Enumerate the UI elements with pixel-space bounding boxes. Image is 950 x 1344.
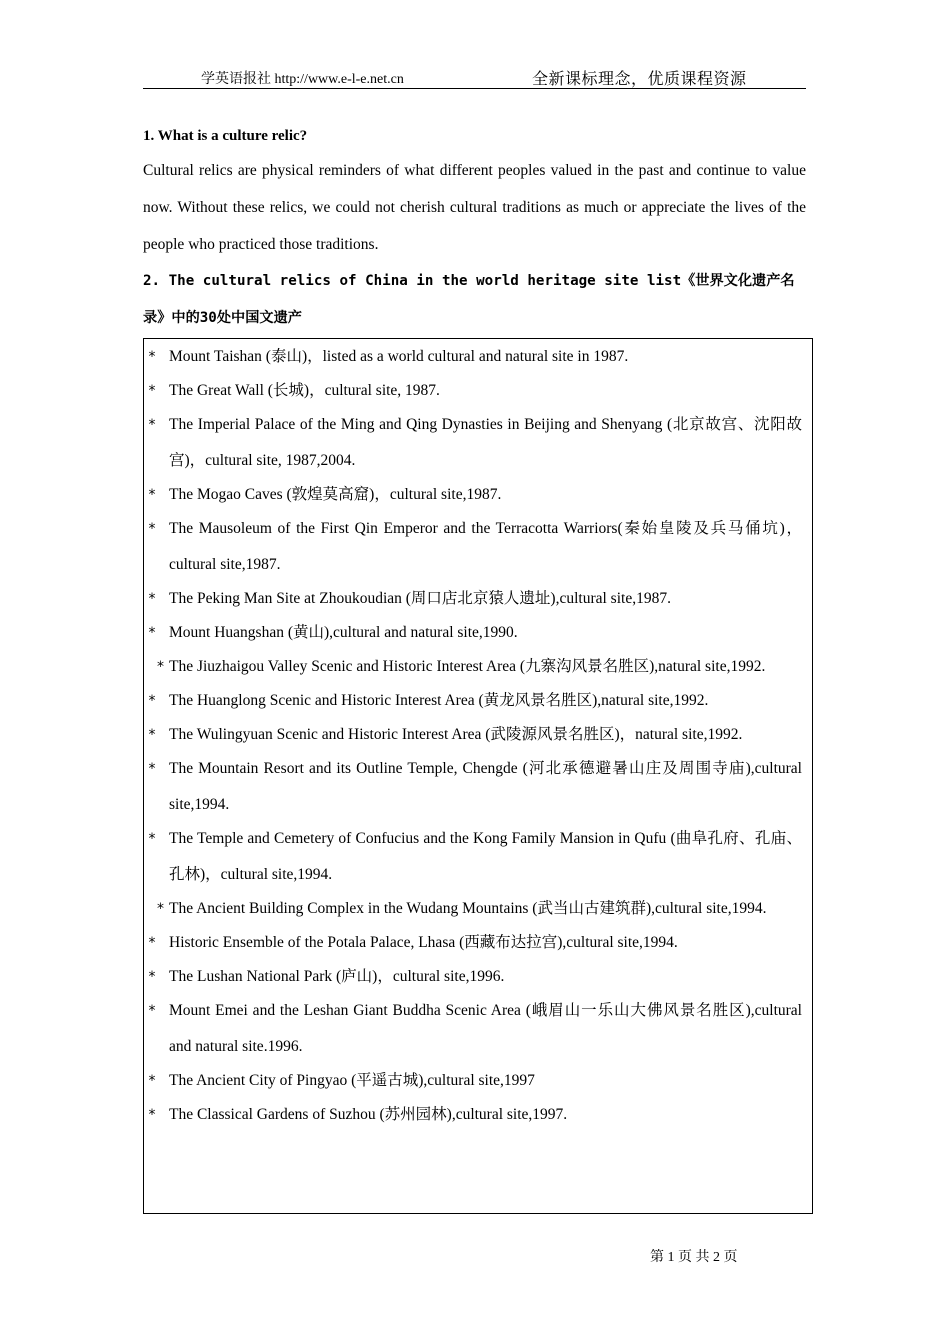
relic-text: The Temple and Cemetery of Confucius and the Kong Family Mansion in Qufu (曲阜孔府、孔庙、孔林)，cultural site,1994. [169, 830, 802, 883]
relic-item [148, 373, 802, 409]
relic-item [148, 477, 802, 513]
page-header [143, 66, 806, 89]
star-icon: * [157, 901, 164, 917]
star-icon: * [148, 831, 156, 847]
star-icon: * [148, 727, 156, 743]
relic-item [148, 581, 802, 617]
header-slogan: 全新课标理念，优质课程资源 [532, 71, 747, 88]
page-footer [650, 1246, 738, 1266]
relic-item [148, 959, 802, 995]
relic-item [148, 821, 802, 893]
relic-item [148, 511, 802, 583]
relic-text: Mount Taishan (泰山)，listed as a world cultural and natural site in 1987. [169, 348, 629, 365]
star-icon: * [148, 1107, 156, 1123]
relic-text: The Mountain Resort and its Outline Temple, Chengde (河北承德避暑山庄及周围寺庙),cultural site,1994. [169, 760, 802, 813]
star-icon: * [148, 487, 156, 503]
relic-text: The Ancient City of Pingyao (平遥古城),cultural site,1997 [169, 1072, 535, 1089]
relic-item [148, 407, 802, 479]
header-publisher: 学英语报社 http://www.e-l-e.net.cn [201, 72, 404, 87]
relic-item [148, 683, 802, 719]
relic-item [148, 339, 802, 375]
relic-text: Mount Emei and the Leshan Giant Buddha Scenic Area (峨眉山一乐山大佛风景名胜区),cultural and natural site.1996. [169, 1002, 802, 1055]
star-icon: * [148, 521, 156, 537]
document-body [143, 122, 806, 337]
star-icon: * [148, 625, 156, 641]
relic-item [148, 717, 802, 753]
star-icon: * [148, 383, 156, 399]
relic-text: The Mausoleum of the First Qin Emperor and the Terracotta Warriors(秦始皇陵及兵马俑坑)，cultural site,1987. [169, 520, 802, 573]
star-icon: * [148, 693, 156, 709]
relic-text: Historic Ensemble of the Potala Palace, Lhasa (西藏布达拉宫),cultural site,1994. [169, 934, 678, 951]
star-icon: * [157, 659, 164, 675]
star-icon: * [148, 417, 156, 433]
star-icon: * [148, 761, 156, 777]
relic-text: The Classical Gardens of Suzhou (苏州园林),cultural site,1997. [169, 1106, 568, 1123]
relic-text: The Huanglong Scenic and Historic Interest Area (黄龙风景名胜区),natural site,1992. [169, 692, 709, 709]
relic-text: The Ancient Building Complex in the Wudang Mountains (武当山古建筑群),cultural site,1994. [169, 900, 767, 917]
star-icon: * [148, 1003, 156, 1019]
relic-item [152, 891, 802, 927]
star-icon: * [148, 349, 156, 365]
page-number: 第 1 页 共 2 页 [650, 1250, 738, 1265]
relic-list-box [143, 338, 813, 1214]
relic-text: The Lushan National Park (庐山)，cultural site,1996. [169, 968, 505, 985]
relic-item [148, 1097, 802, 1133]
relic-text: The Wulingyuan Scenic and Historic Interest Area (武陵源风景名胜区)，natural site,1992. [169, 726, 743, 743]
star-icon: * [148, 969, 156, 985]
section1-paragraph: Cultural relics are physical reminders of what different peoples valued in the past and continue to value now. Without these relics, we could not cherish cultural traditions as much or appreciate the lives of the people who practiced those traditions. [143, 162, 806, 253]
relic-text: The Jiuzhaigou Valley Scenic and Historic Interest Area (九寨沟风景名胜区),natural site,1992. [169, 658, 766, 675]
relic-text: The Great Wall (长城)，cultural site, 1987. [169, 382, 440, 399]
star-icon: * [148, 1073, 156, 1089]
relic-item [148, 993, 802, 1065]
relic-text: The Imperial Palace of the Ming and Qing Dynasties in Beijing and Shenyang (北京故宫、沈阳故宫)，cultural site, 1987,2004. [169, 416, 802, 469]
star-icon: * [148, 935, 156, 951]
relic-text: Mount Huangshan (黄山),cultural and natural site,1990. [169, 624, 518, 641]
relic-item [152, 649, 802, 685]
relic-item [148, 1063, 802, 1099]
star-icon: * [148, 591, 156, 607]
relic-item [148, 925, 802, 961]
relic-text: The Peking Man Site at Zhoukoudian (周口店北京猿人遗址),cultural site,1987. [169, 590, 671, 607]
relic-item [148, 751, 802, 823]
section1-title: 1. What is a culture relic? [143, 128, 308, 144]
relic-text: The Mogao Caves (敦煌莫高窟)，cultural site,1987. [169, 486, 502, 503]
relic-item [148, 615, 802, 651]
section2-title: 2. The cultural relics of China in the world heritage site list《世界文化遗产名录》中的30处中国文遗产 [143, 273, 795, 326]
